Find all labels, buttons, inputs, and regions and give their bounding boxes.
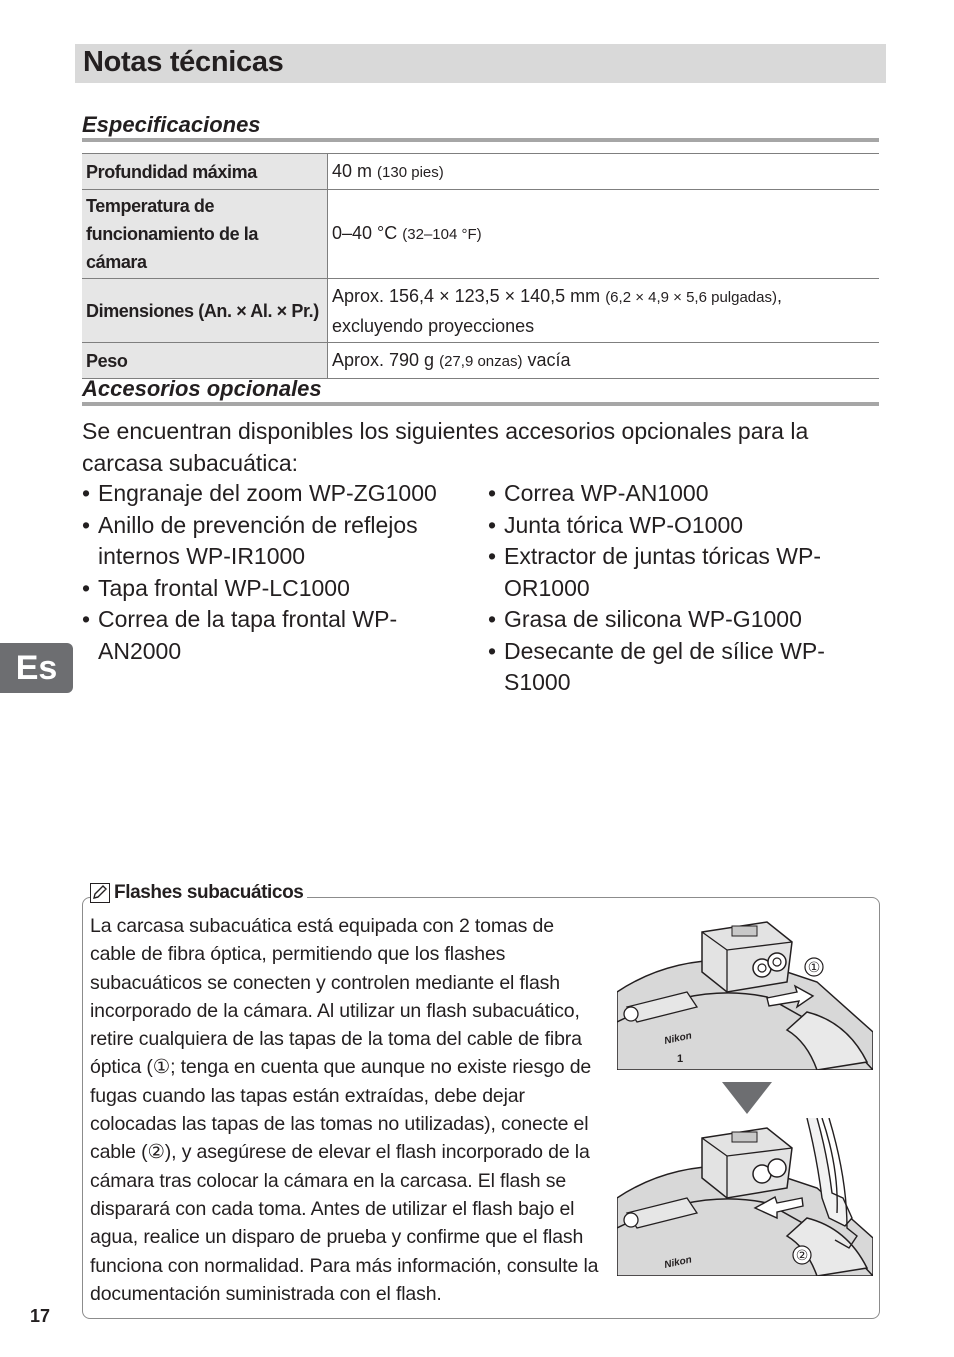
language-tab: Es: [0, 643, 73, 693]
figure-remove-cap: [617, 912, 873, 1070]
down-arrow-icon: [722, 1078, 772, 1116]
spec-value: 40 m (130 pies): [328, 154, 880, 190]
specs-heading: Especificaciones: [82, 112, 879, 142]
pencil-note-icon: [90, 883, 110, 903]
table-row: [82, 154, 879, 190]
list-item: • Desecante de gel de sílice WP-S1000: [488, 636, 848, 699]
table-row: [82, 190, 879, 279]
accessories-intro: Se encuentran disponibles los siguientes accesorios opcionales para la carcasa subacuática:: [82, 418, 809, 476]
brand-label-1: Nikon: [663, 1030, 693, 1047]
list-item: • Anillo de prevención de reflejos internos WP-IR1000: [82, 510, 462, 573]
spec-label: Peso: [82, 343, 328, 379]
table-row: [82, 343, 879, 379]
model-label: 1: [677, 1053, 684, 1065]
callout-2: ②: [795, 1248, 809, 1264]
note-title: Flashes subacuáticos: [114, 882, 304, 903]
specs-table: [82, 153, 879, 379]
spec-label: Temperatura de funcionamiento de la cámara: [82, 190, 328, 279]
spec-label: Profundidad máxima: [82, 154, 328, 190]
callout-1: ①: [807, 960, 821, 976]
spec-value: Aprox. 790 g (27,9 onzas) vacía: [328, 343, 880, 379]
spec-label: Dimensiones (An. × Al. × Pr.): [82, 279, 328, 343]
list-item: • Grasa de silicona WP-G1000: [488, 604, 848, 636]
accessories-heading: Accesorios opcionales: [82, 376, 879, 406]
accessories-right-list: [488, 478, 848, 699]
note-heading: [90, 882, 307, 904]
figure-connect-cable: [617, 1118, 873, 1276]
list-item: • Tapa frontal WP-LC1000: [82, 573, 462, 605]
list-item: • Junta tórica WP-O1000: [488, 510, 848, 542]
title-bar: [75, 44, 886, 83]
list-item: • Extractor de juntas tóricas WP-OR1000: [488, 541, 848, 604]
page-number: 17: [30, 1306, 51, 1326]
spec-value: 0–40 °C (32–104 °F): [328, 190, 880, 279]
accessories-left-list: [82, 478, 462, 667]
list-item: • Correa de la tapa frontal WP-AN2000: [82, 604, 462, 667]
spec-value: Aprox. 156,4 × 123,5 × 140,5 mm (6,2 × 4,9 × 5,6 pulgadas), excluyendo proyecciones: [328, 279, 880, 343]
brand-label-2: Nikon: [663, 1254, 693, 1271]
list-item: • Correa WP-AN1000: [488, 478, 848, 510]
note-text: La carcasa subacuática está equipada con 2 tomas de cable de fibra óptica, permitiendo que los flashes subacuáticos se conecten y controlen mediante el flash incorporado de la cámara. Al utilizar un flash subacuático, retire cualquiera de las tapas de la toma del cable de fibra óptica (①; tenga en cuenta que aunque no existe riesgo de fugas cuando las tapas están extraídas, debe dejar colocadas las tapas de las tomas no utilizadas), conecte el cable (②), y asegúrese de elevar el flash incorporado de la cámara tras colocar la cámara en la carcasa. El flash se disparará con cada toma. Antes de utilizar el flash bajo el agua, realice un disparo de prueba y confirme que el flash funciona con normalidad. Para más información, consulte la documentación suministrada con el flash.: [90, 915, 599, 1305]
page-title: Notas técnicas: [83, 46, 284, 78]
list-item: • Engranaje del zoom WP-ZG1000: [82, 478, 462, 510]
table-row: [82, 279, 879, 343]
